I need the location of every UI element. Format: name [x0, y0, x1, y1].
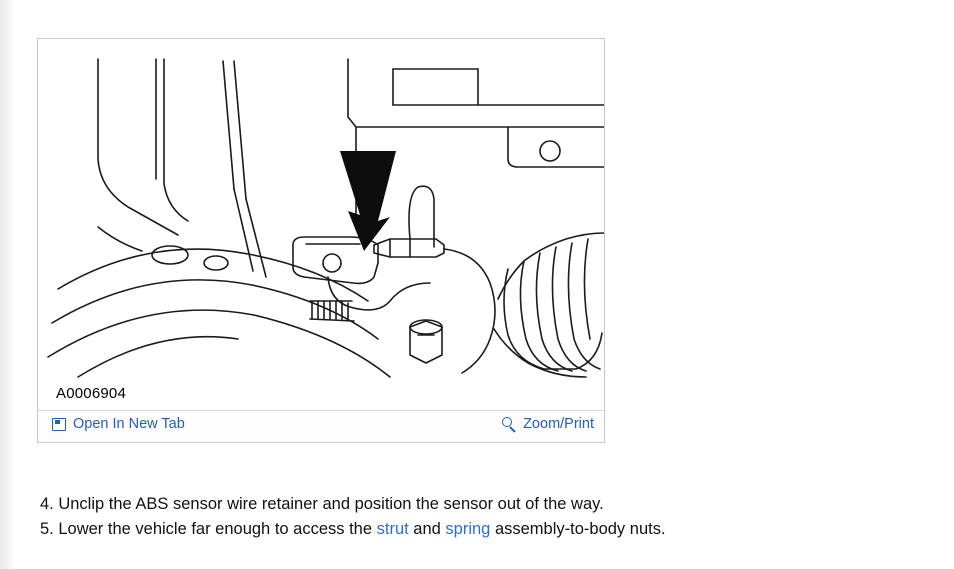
figure-action-bar: [38, 410, 604, 442]
step-5-text-part1: 5. Lower the vehicle far enough to access the: [40, 520, 377, 538]
figure-caption: A0006904: [56, 385, 127, 402]
spring-link[interactable]: spring: [445, 520, 491, 538]
suspension-line-drawing: [38, 39, 604, 379]
open-in-new-tab-label: Open In New Tab: [73, 416, 185, 432]
magnifier-icon: [502, 417, 517, 432]
step-item: [40, 492, 920, 517]
open-in-new-tab-button[interactable]: [52, 416, 185, 432]
figure-card: [37, 38, 605, 443]
strut-link[interactable]: strut: [376, 520, 409, 538]
step-5-text-part2: and: [408, 520, 446, 538]
step-item: [40, 517, 920, 542]
open-in-new-tab-icon: [52, 418, 66, 431]
zoom-print-button[interactable]: [502, 416, 594, 432]
zoom-print-label: Zoom/Print: [523, 416, 594, 432]
step-4-text: 4. Unclip the ABS sensor wire retainer and position the sensor out of the way.: [40, 495, 604, 513]
figure-illustration: [38, 39, 604, 379]
page-left-gutter: [0, 0, 16, 569]
instruction-steps: [40, 492, 920, 542]
step-5-text-part3: assembly-to-body nuts.: [490, 520, 666, 538]
